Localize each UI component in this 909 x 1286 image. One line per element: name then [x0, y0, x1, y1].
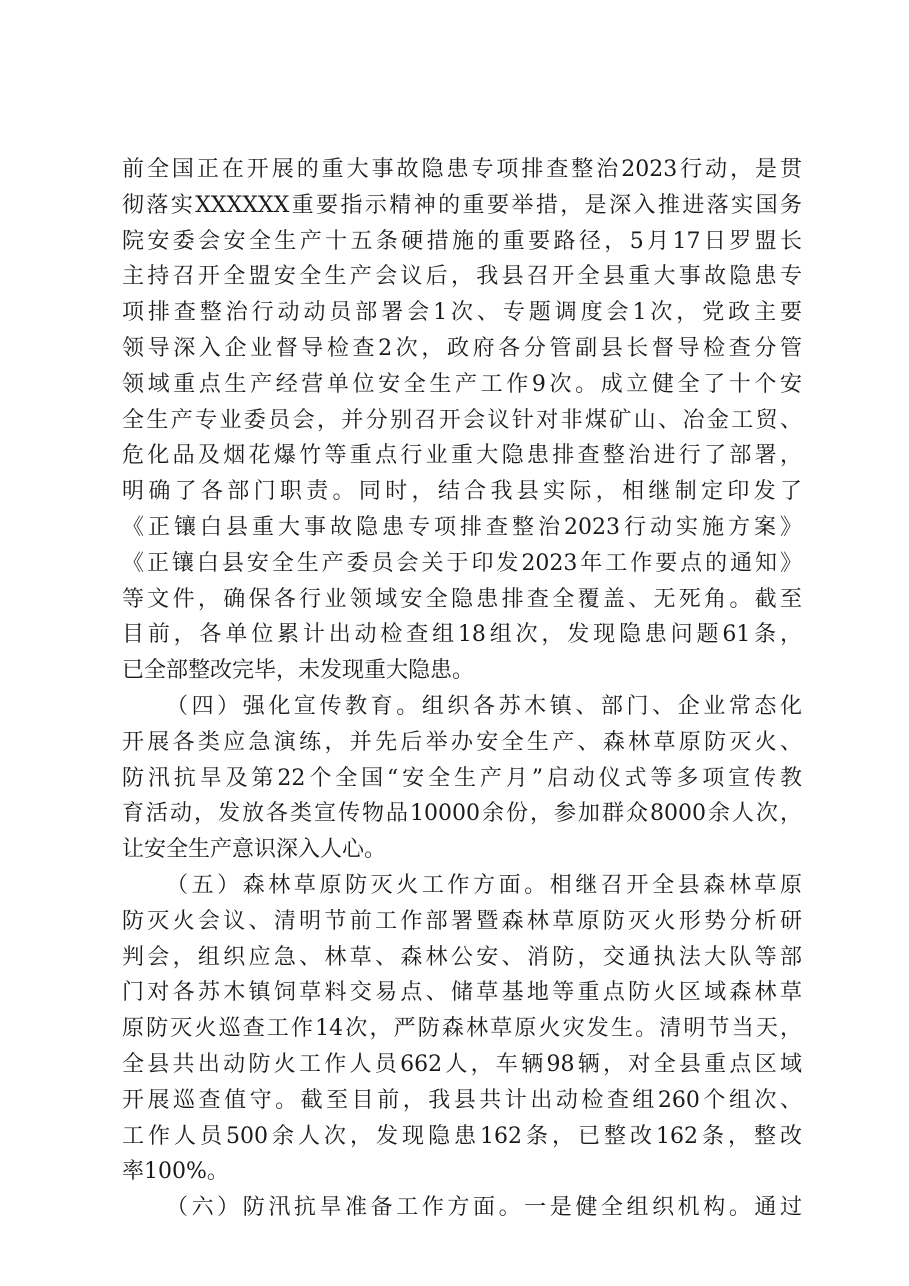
- text-line: 率100%。: [122, 1159, 229, 1185]
- document-body: [122, 152, 802, 1226]
- text-line: 彻落实XXXXXX重要指示精神的重要举措，是深入推进落实国务: [122, 192, 802, 218]
- text-line: 已全部整改完毕，未发现重大隐患。: [122, 658, 475, 684]
- text-line: 判会，组织应急、林草、森林公安、消防，交通执法大队等部: [122, 944, 802, 970]
- text-line: 门对各苏木镇饲草料交易点、储草基地等重点防火区域森林草: [122, 980, 802, 1006]
- text-line: 开展巡查值守。截至目前，我县共计出动检查组260个组次、: [122, 1087, 802, 1113]
- text-line: 明确了各部门职责。同时，结合我县实际，相继制定印发了: [122, 479, 802, 505]
- text-line: 防灭火会议、清明节前工作部署暨森林草原防灭火形势分析研: [122, 908, 802, 934]
- text-line: 等文件，确保各行业领域安全隐患排查全覆盖、无死角。截至: [122, 586, 802, 612]
- text-line: 让安全生产意识深入人心。: [122, 837, 387, 863]
- text-line: 全县共出动防火工作人员662人，车辆98辆，对全县重点区域: [122, 1051, 802, 1077]
- text-line: 目前，各单位累计出动检查组18组次，发现隐患问题61条，: [122, 622, 802, 648]
- text-line: 防汛抗旱及第22个全国“安全生产月”启动仪式等多项宣传教: [122, 765, 802, 791]
- text-line: 原防灭火巡查工作14次，严防森林草原火灾发生。清明节当天，: [122, 1016, 802, 1042]
- text-line: （五）森林草原防灭火工作方面。相继召开全县森林草原: [166, 872, 802, 898]
- text-line: 育活动，发放各类宣传物品10000余份，参加群众8000余人次，: [122, 801, 802, 827]
- text-line: 开展各类应急演练，并先后举办安全生产、森林草原防灭火、: [122, 729, 802, 755]
- text-line: 《正镶白县安全生产委员会关于印发2023年工作要点的通知》: [122, 550, 802, 576]
- text-line: 项排查整治行动动员部署会1次、专题调度会1次，党政主要: [122, 300, 802, 326]
- text-line: 危化品及烟花爆竹等重点行业重大隐患排查整治进行了部署，: [122, 443, 802, 469]
- text-line: 领导深入企业督导检查2次，政府各分管副县长督导检查分管: [122, 335, 802, 361]
- text-line: 院安委会安全生产十五条硬措施的重要路径，5月17日罗盟长: [122, 228, 802, 254]
- text-line: 主持召开全盟安全生产会议后，我县召开全县重大事故隐患专: [122, 264, 802, 290]
- text-line: 全生产专业委员会，并分别召开会议针对非煤矿山、冶金工贸、: [122, 407, 802, 433]
- text-line: 领域重点生产经营单位安全生产工作9次。成立健全了十个安: [122, 371, 802, 397]
- text-line: （四）强化宣传教育。组织各苏木镇、部门、企业常态化: [166, 693, 802, 719]
- text-line: 工作人员500余人次，发现隐患162条，已整改162条，整改: [122, 1123, 802, 1149]
- text-line: 《正镶白县重大事故隐患专项排查整治2023行动实施方案》: [122, 514, 802, 540]
- text-line: 前全国正在开展的重大事故隐患专项排查整治2023行动，是贯: [122, 157, 802, 182]
- text-line: （六）防汛抗旱准备工作方面。一是健全组织机构。通过: [166, 1195, 802, 1221]
